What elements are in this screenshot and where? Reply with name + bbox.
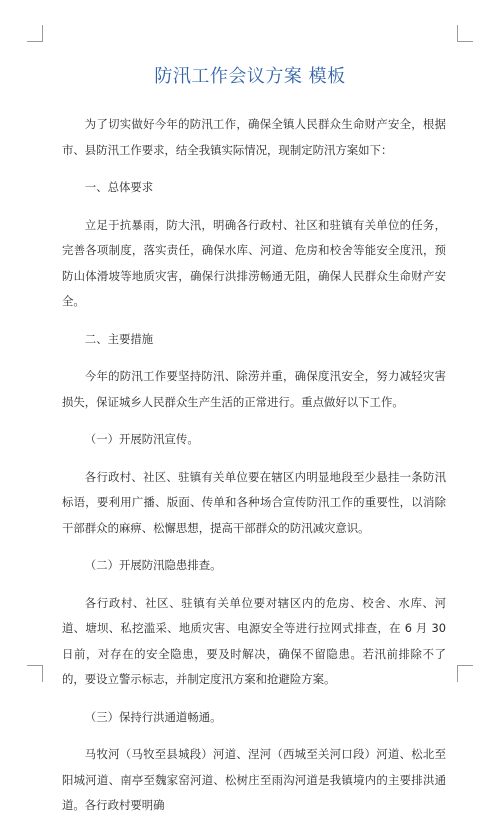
crop-mark-bottom-right-h [457, 665, 473, 666]
intro-paragraph: 为了切实做好今年的防汛工作，确保全镇人民群众生命财产安全，根据市、县防汛工作要求，结全我镇实际情况，现制定防汛方案如下： [62, 117, 446, 157]
crop-mark-top-left-v [42, 25, 43, 42]
hazard-inspection-paragraph: 各行政村、社区、驻镇有关单位要对辖区内的危房、校舍、水库、河道、塘坝、私挖滥采、地质灾害、电源安全等进行拉网式排查，在 6 月 30 日前，对存在的安全隐患，要及时解决，确保不留隐患。若汛前排除不了的，要设立警示标志，并制定度汛方案和抢避险方案。 [62, 595, 446, 686]
document-title: 防汛工作会议方案 模板 [154, 66, 346, 87]
crop-mark-bottom-left-h [27, 665, 43, 666]
section-heading-main-measures: 二、主要措施 [84, 331, 154, 346]
crop-mark-top-right-h [457, 41, 473, 42]
subheading-hazard-inspection: （二）开展防汛隐患排查。 [84, 558, 222, 572]
main-measures-paragraph: 今年的防汛工作要坚持防汛、除涝并重，确保度汛安全，努力减轻灾害损失，保证城乡人民群众生产生活的正常进行。重点做好以下工作。 [62, 369, 446, 409]
crop-mark-top-right-v [457, 25, 458, 42]
publicity-paragraph: 各行政村、社区、驻镇有关单位要在辖区内明显地段至少悬挂一条防汛标语，要利用广播、版面、传单和各种场合宣传防汛工作的重要性，以消除干部群众的麻痹、松懈思想，提高干部群众的防汛减灾意识。 [62, 469, 446, 535]
document-body [62, 112, 446, 831]
general-requirements-paragraph: 立足于抗暴雨，防大汛，明确各行政村、社区和驻镇有关单位的任务，完善各项制度，落实责任，确保水库、河道、危房和校舍等能安全度汛，预防山体滑坡等地质灾害，确保行洪排涝畅通无阻，确保人民群众生命财产安全。 [62, 217, 446, 308]
crop-mark-bottom-right-v [457, 665, 458, 682]
crop-mark-bottom-left-v [42, 665, 43, 682]
subheading-publicity: （一）开展防汛宣传。 [84, 432, 199, 446]
crop-mark-top-left-h [27, 41, 43, 42]
flood-channels-paragraph: 马牧河（马牧至县城段）河道、涅河（西城至关河口段）河道、松北至阳城河道、南亭至魏家窑河道、松树庄至雨沟河道是我镇境内的主要排洪通道。各行政村要明确 [62, 747, 446, 812]
subheading-flood-channels: （三）保持行洪通道畅通。 [84, 709, 222, 724]
section-heading-general-requirements: 一、总体要求 [84, 180, 154, 194]
